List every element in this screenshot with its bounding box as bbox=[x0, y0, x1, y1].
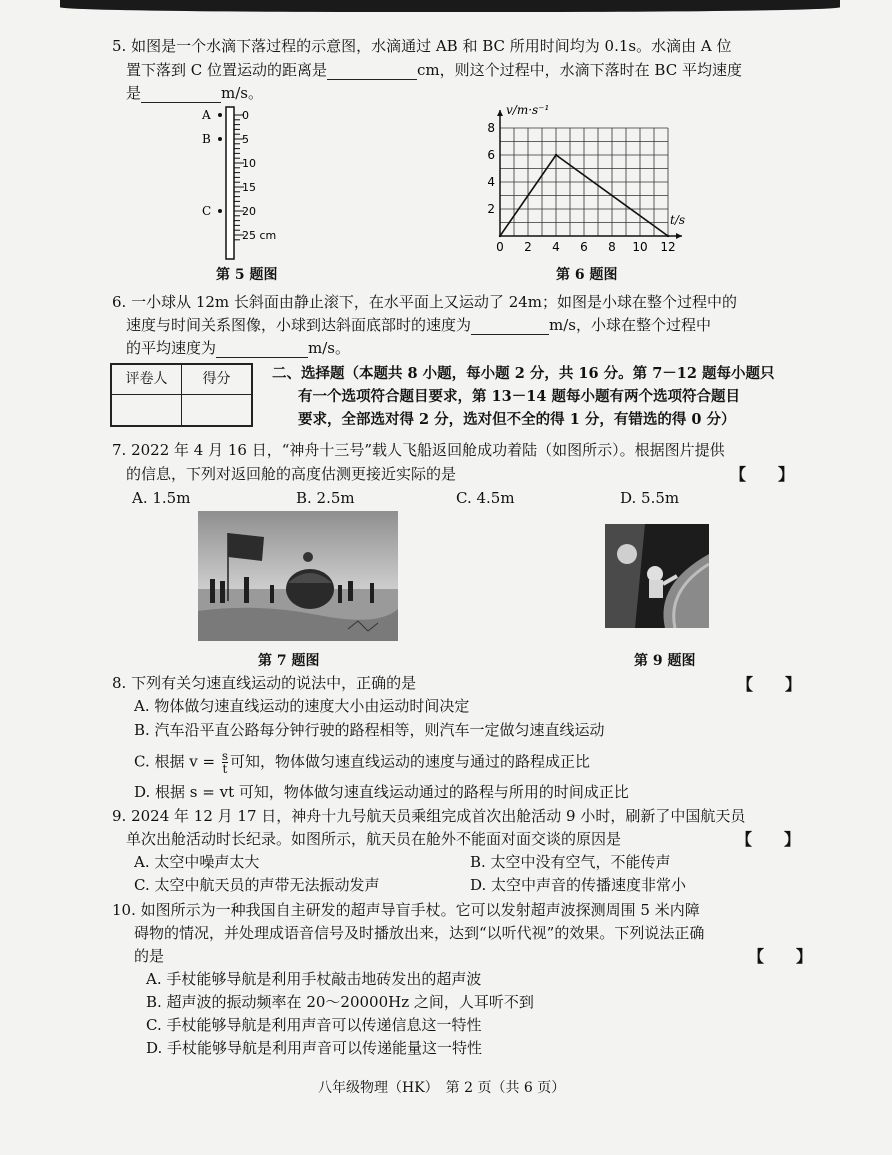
q7-option-c: C. 4.5m bbox=[456, 489, 515, 507]
chart-x-tick-label: 6 bbox=[580, 240, 588, 254]
q9-line2: 单次出舱活动时长纪录。如图所示，航天员在舱外不能面对面交谈的原因是 bbox=[126, 830, 622, 848]
q6-line2-text-a: 速度与时间关系图像，小球到达斜面底部时的速度为 bbox=[126, 316, 472, 334]
q7-line2: 的信息，下列对返回舱的高度估测更接近实际的是 bbox=[126, 465, 457, 483]
ruler-point-label: B bbox=[202, 132, 211, 146]
q8-option-c-pre: C. 根据 v = bbox=[134, 752, 216, 771]
q5-caption: 第 5 题图 bbox=[216, 267, 278, 283]
q9-line1: 9. 2024 年 12 月 17 日，神舟十九号航天员乘组完成首次出舱活动 9 小时，刷新了中国航天员 bbox=[112, 807, 746, 825]
section2-line1: 二、选择题（本题共 8 小题，每小题 2 分，共 16 分。第 7－12 题每小题只 bbox=[272, 365, 775, 382]
ruler-tick-labels bbox=[242, 109, 276, 242]
q7-option-a: A. 1.5m bbox=[132, 489, 191, 507]
q5-line2-text-b: cm，则这个过程中，水滴下落时在 BC 平均速度 bbox=[417, 61, 742, 79]
ruler-tick-label: 5 bbox=[242, 133, 249, 146]
chart-x-tick-label: 0 bbox=[496, 240, 504, 254]
q10-option-c: C. 手杖能够导航是利用声音可以传递信息这一特性 bbox=[146, 1016, 482, 1034]
q8-stem: 8. 下列有关匀速直线运动的说法中，正确的是 bbox=[112, 674, 417, 692]
q8-fraction-denominator: t bbox=[222, 762, 228, 776]
ruler-points bbox=[201, 108, 222, 218]
q5-line2-text-a: 置下落到 C 位置运动的距离是 bbox=[126, 61, 328, 79]
q7-capsule-photo bbox=[198, 511, 398, 641]
chart-y-tick-label: 8 bbox=[487, 121, 495, 135]
page-top-edge bbox=[60, 0, 840, 12]
q7-caption: 第 7 题图 bbox=[258, 653, 320, 669]
chart-x-tick-label: 12 bbox=[660, 240, 676, 254]
chart-x-tick-label: 4 bbox=[552, 240, 560, 254]
chart-x-tick-label: 8 bbox=[608, 240, 616, 254]
ruler-tick-label: 25 cm bbox=[242, 229, 277, 242]
q7-option-d: D. 5.5m bbox=[620, 489, 680, 507]
q9-caption: 第 9 题图 bbox=[634, 653, 696, 669]
chart-data-point bbox=[667, 235, 669, 237]
q8-option-c-post: 可知，物体做匀速直线运动的速度与通过的路程成正比 bbox=[230, 752, 591, 771]
q6-blank-avg-speed[interactable] bbox=[216, 341, 308, 358]
q10-line3: 的是 bbox=[134, 947, 165, 965]
ruler-body bbox=[226, 107, 234, 259]
q6-blank-speed[interactable] bbox=[471, 318, 549, 335]
q5-ruler-figure bbox=[190, 105, 300, 260]
chart-y-tick-label: 4 bbox=[487, 175, 495, 189]
q7-line1: 7. 2022 年 4 月 16 日，“神舟十三号”载人飞船返回舱成功着陆（如图所示）。根据图片提供 bbox=[112, 441, 725, 459]
chart-data-point bbox=[555, 154, 557, 156]
score-table-grader-header: 评卷人 bbox=[111, 364, 182, 395]
q6-caption: 第 6 题图 bbox=[556, 267, 618, 283]
q5-line2 bbox=[126, 60, 742, 80]
q6-vt-chart bbox=[478, 96, 698, 264]
q8-option-c bbox=[134, 750, 590, 775]
q10-line2: 碍物的情况，并处理成语音信号及时播放出来，达到“以听代视”的效果。下列说法正确 bbox=[134, 924, 705, 942]
q5-line1: 5. 如图是一个水滴下落过程的示意图，水滴通过 AB 和 BC 所用时间均为 0.1s。水滴由 A 位 bbox=[112, 37, 732, 55]
ruler-point-label: A bbox=[202, 108, 211, 122]
q10-answer-bracket[interactable]: 【 】 bbox=[748, 947, 813, 966]
ruler-point-dot bbox=[218, 137, 222, 141]
chart-x-arrow bbox=[676, 233, 682, 239]
ruler-tick-label: 20 bbox=[242, 205, 256, 218]
score-table bbox=[110, 363, 253, 427]
chart-x-axis-label: t/s bbox=[670, 213, 686, 227]
ruler-tick-label: 10 bbox=[242, 157, 256, 170]
section2-line3: 要求，全部选对得 2 分，选对但不全的得 1 分，有错选的得 0 分） bbox=[298, 411, 736, 428]
q8-option-b: B. 汽车沿平直公路每分钟行驶的路程相等，则汽车一定做匀速直线运动 bbox=[134, 721, 605, 739]
chart-y-arrow bbox=[497, 110, 503, 116]
q7-option-b: B. 2.5m bbox=[296, 489, 355, 507]
q5-line3-text-b: m/s。 bbox=[221, 84, 263, 102]
q5-blank-speed[interactable] bbox=[141, 86, 221, 103]
q8-option-d: D. 根据 s = vt 可知，物体做匀速直线运动通过的路程与所用的时间成正比 bbox=[134, 783, 629, 801]
section2-line2: 有一个选项符合题目要求，第 13－14 题每小题有两个选项符合题目 bbox=[298, 388, 740, 405]
score-table-score-cell[interactable] bbox=[181, 394, 252, 426]
q6-line3 bbox=[126, 338, 350, 358]
page-footer: 八年级物理（HK） 第 2 页（共 6 页） bbox=[318, 1080, 566, 1096]
ruler-point-dot bbox=[218, 113, 222, 117]
ruler-tick-label: 15 bbox=[242, 181, 256, 194]
q9-astronaut-photo bbox=[605, 524, 709, 628]
q10-option-b: B. 超声波的振动频率在 20～20000Hz 之间，人耳听不到 bbox=[146, 993, 534, 1011]
q5-line3 bbox=[126, 83, 263, 103]
score-table-grader-cell[interactable] bbox=[111, 394, 182, 426]
q7-answer-bracket[interactable]: 【 】 bbox=[730, 465, 795, 484]
chart-data-point bbox=[499, 235, 501, 237]
q6-line2 bbox=[126, 315, 711, 335]
chart-x-tick-label: 2 bbox=[524, 240, 532, 254]
chart-y-tick-label: 6 bbox=[487, 148, 495, 162]
q10-line1: 10. 如图所示为一种我国自主研发的超声导盲手杖。它可以发射超声波探测周围 5 米内障 bbox=[112, 901, 700, 919]
q9-option-d: D. 太空中声音的传播速度非常小 bbox=[470, 876, 687, 894]
q9-option-c: C. 太空中航天员的声带无法振动发声 bbox=[134, 876, 380, 894]
q8-fraction bbox=[222, 750, 228, 775]
q8-answer-bracket[interactable]: 【 】 bbox=[737, 675, 802, 694]
q5-line3-text-a: 是 bbox=[126, 84, 142, 102]
q6-line3-text-b: m/s。 bbox=[308, 339, 350, 357]
q10-option-d: D. 手杖能够导航是利用声音可以传递能量这一特性 bbox=[146, 1039, 483, 1057]
q8-fraction-numerator: s bbox=[221, 749, 229, 763]
q6-line3-text-a: 的平均速度为 bbox=[126, 339, 217, 357]
chart-y-tick-label: 2 bbox=[487, 202, 495, 216]
q9-option-b: B. 太空中没有空气，不能传声 bbox=[470, 853, 671, 871]
q9-option-a: A. 太空中噪声太大 bbox=[134, 853, 260, 871]
q8-option-a: A. 物体做匀速直线运动的速度大小由运动时间决定 bbox=[134, 697, 470, 715]
q9-answer-bracket[interactable]: 【 】 bbox=[736, 830, 801, 849]
score-table-score-header: 得分 bbox=[181, 364, 252, 395]
ruler-point-label: C bbox=[202, 204, 212, 218]
q10-option-a: A. 手杖能够导航是利用手杖敲击地砖发出的超声波 bbox=[146, 970, 482, 988]
q6-line1: 6. 一小球从 12m 长斜面由静止滚下，在水平面上又运动了 24m；如图是小球在整个过程中的 bbox=[112, 293, 738, 311]
chart-x-tick-label: 10 bbox=[632, 240, 648, 254]
chart-y-axis-label: v/m·s⁻¹ bbox=[506, 103, 550, 117]
ruler-point-dot bbox=[218, 209, 222, 213]
q6-line2-text-b: m/s，小球在整个过程中 bbox=[549, 316, 711, 334]
q5-blank-distance[interactable] bbox=[327, 63, 417, 80]
ruler-tick-label: 0 bbox=[242, 109, 249, 122]
